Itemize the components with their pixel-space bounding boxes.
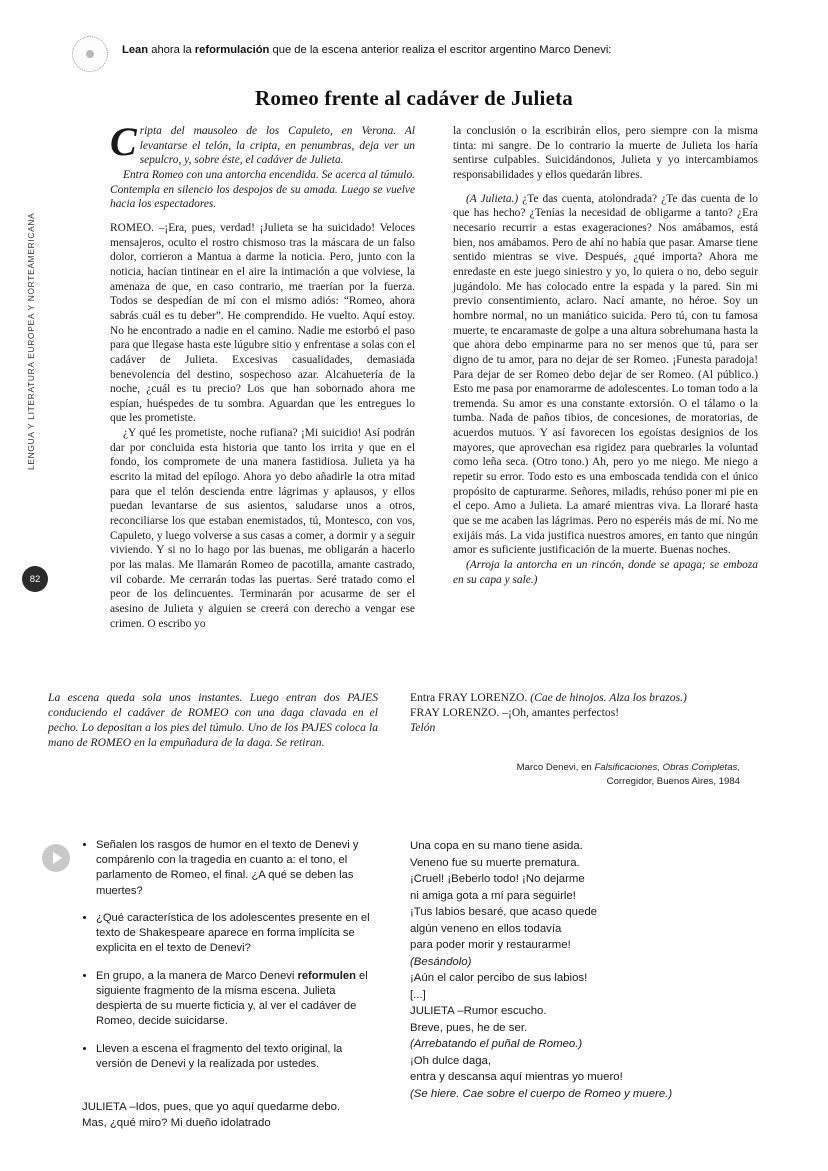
julieta-line-2: Mas, ¿qué miro? Mi dueño idolatrado bbox=[82, 1116, 271, 1129]
main-text-columns bbox=[110, 119, 758, 630]
credit-publisher: Corregidor, Buenos Aires, 1984 bbox=[606, 776, 740, 788]
verse-line: ¡Oh dulce daga, bbox=[410, 1054, 492, 1067]
verse-line: Una copa en su mano tiene asida. bbox=[410, 840, 583, 852]
badge-icon bbox=[72, 36, 108, 72]
list-item bbox=[96, 911, 378, 957]
play-triangle-icon bbox=[53, 852, 62, 864]
intro-rest: que de la escena anterior realiza el escritor argentino Marco Denevi: bbox=[269, 44, 612, 56]
intro-mid: ahora la bbox=[148, 44, 195, 56]
verse-ellipsis: [...] bbox=[410, 988, 426, 1001]
lower-right-column bbox=[410, 690, 740, 789]
activity-3-bold: reformulen bbox=[297, 969, 356, 982]
source-credit bbox=[410, 761, 740, 789]
page-title: Romeo frente al cadáver de Julieta bbox=[254, 86, 574, 110]
verse-line: ¡Aún el calor percibo de sus labios! bbox=[410, 972, 588, 985]
badge-dot-icon bbox=[86, 50, 94, 58]
verse-line: Breve, pues, he de ser. bbox=[410, 1021, 528, 1034]
intro-keyword: reformulación bbox=[194, 44, 270, 56]
credit-work: Falsificaciones, Obras Completas, bbox=[594, 762, 740, 774]
activity-items bbox=[82, 838, 378, 1072]
stage-direction-1: ripta del mausoleo de los Capuleto, en Verona. Al levantarse el telón, la cripta, en penumbras, deja ver un sepulcro, y, sobre éste, el cadáver de Julieta. bbox=[139, 125, 415, 167]
fray-lorenzo-line: FRAY LORENZO. –¡Oh, amantes perfectos! bbox=[410, 706, 620, 720]
intro-text bbox=[122, 40, 611, 58]
verse-column bbox=[410, 838, 750, 1103]
fray-lorenzo-entry-text: Entra FRAY LORENZO. bbox=[410, 691, 531, 704]
verse-line: ¡Tus labios besaré, que acaso quede bbox=[410, 906, 598, 919]
verse-stage-direction: (Besándolo) bbox=[410, 955, 472, 968]
activity-list bbox=[82, 838, 378, 1084]
section-vertical-label: LENGUA Y LITERATURA EUROPEA Y NORTEAMERICANA bbox=[26, 212, 36, 470]
verse-line: entra y descansa aquí mientras yo muero! bbox=[410, 1071, 623, 1084]
play-icon[interactable] bbox=[42, 844, 70, 872]
verse-stage-direction: (Se hiere. Cae sobre el cuerpo de Romeo y muere.) bbox=[410, 1087, 673, 1100]
list-item bbox=[96, 1042, 378, 1072]
verse-line: ni amiga gota a mí para seguirle! bbox=[410, 889, 576, 902]
activity-3-post: el siguiente fragmento de la misma escena. Julieta despierta de su muerte ficticia y, al ver el cadáver de Romeo, decide suicidarse. bbox=[96, 969, 368, 1028]
verse-stage-direction: (Arrebatando el puñal de Romeo.) bbox=[410, 1038, 583, 1051]
verse-line: ¡Cruel! ¡Beberlo todo! ¡No dejarme bbox=[410, 873, 585, 886]
list-item bbox=[96, 838, 378, 899]
page-number: 82 bbox=[22, 566, 48, 592]
julieta-line-1: JULIETA –Idos, pues, que yo aquí quedarme debo. bbox=[82, 1101, 341, 1113]
verse-line: Veneno fue su muerte prematura. bbox=[410, 856, 580, 869]
list-item bbox=[96, 969, 378, 1030]
romeo-speech-2: ¿Y qué les prometiste, noche rufiana? ¡Mi suicidio! Así podrán dar por concluida esta historia que tanto los irrita y que en el fondo, los compromete de una manera fastidiosa. Julieta ya ha escrito la mitad del epílogo. Ahora yo debo añadirle la otra mitad para que el telón descienda entre lágrimas y aplausos, y ellos puedan levantarse de sus asientos, saludarse unos a otros, reconciliarse los que estaban enemistados, tú, Montesco, con vos, Capuleto, y luego volverse a sus casas a comer, a dormir y a seguir viviendo. Y si no lo hago por las buenas, me obligarán a hacerlo por las malas. Me llamarán Romeo de pacotilla, amante castrado, vil cobarde. Me cerrarán todas las puertas. Seré tratado como el peor de los delincuentes. Terminarán por acusarme de ser el asesino de Julieta y alguien se creerá con derecho a vengar ese crimen. O escribo yo bbox=[110, 427, 415, 630]
stage-direction-2: Entra Romeo con una antorcha encendida. Se acerca al túmulo. Contempla en silencio los despojos de su amada. Luego se vuelve hacia los espectadores. bbox=[110, 168, 415, 211]
fray-lorenzo-entry bbox=[410, 690, 740, 705]
column-right bbox=[453, 124, 758, 587]
drop-cap: C bbox=[110, 119, 137, 164]
intro-instruction bbox=[72, 40, 762, 72]
verse-line: JULIETA –Rumor escucho. bbox=[410, 1005, 547, 1018]
romeo-speech-4-text: ¿Te das cuenta, atolondrada? ¿Te das cuenta de lo que has hecho? ¿Tenías la necesidad de obligarme a tanto? ¿Era necesario recurrir a estas exageraciones? Nos amábamos, está bien, nos amábamos. Pero de ahí no había que pasar. Amarse tiene sentido mientras se vive. Después, ¿qué importa? Ahora me enredaste en este juego siniestro y yo, lo quiera o no, debo seguir jugándolo. Me has colocado entre la espada y la pared. Sin mi previo consentimiento, aclaro. Nací amante, no héroe. Soy un hombre normal, no un maniático suicida. Pero tú, con tu famosa muerte, te encaramaste de golpe a una altura sobrehumana hasta la que ahora debo empinarme para no ser menos que tú, para ser digno de tu amor, para no dejar de ser Romeo. ¡Funesta paradoja! Para dejar de ser Romeo debo dejar de ser Romeo. (Al público.) Esto me pasa por enamorarme de adolescentes. Lo toman todo a la tremenda. Su amor es una constante extorsión. O el tálamo o la tumba. Nada de paños tibios, de concesiones, de moratorias, de acuerdos mutuos. Y así favorecen los egoístas designios de los mayores, que aprovechan esa rigidez para quebrarles la voluntad como leña seca. (Otro tono.) Ah, pero yo me niego. Me niego a repetir su error. Todo esto es una emboscada tendida con el único propósito de capturarme. Señores, miladis, rehúso poner mi pie en el cepo. Amo a Julieta. La amaré mientras viva. La lloraré hasta que se me acaben las lágrimas. Pero no esperéis más de mí. No me exijáis más. La vida justifica nuestros amores, en tanto que ningún amor es suficiente justificación de la muerte. Buenas noches. bbox=[453, 192, 758, 557]
stage-direction-final: (Arroja la antorcha en un rincón, donde se apaga; se emboza en su capa y sale.) bbox=[453, 559, 758, 586]
intro-verb: Lean bbox=[122, 44, 149, 56]
verse-line: para poder morir y restaurarme! bbox=[410, 939, 571, 952]
telon-line: Telón bbox=[410, 721, 436, 735]
romeo-speech-3: la conclusión o la escribirán ellos, pero siempre con la misma tinta: mi sangre. De lo contrario la muerte de Julieta los haría sentirse culpables. Suicidándonos, Julieta y yo intercambiamos responsabilidades y ellos quedarán libres. bbox=[453, 125, 758, 181]
activity-4-text: Lleven a escena el fragmento del texto original, la versión de Denevi y la realizada por ustedes. bbox=[96, 1042, 343, 1070]
activity-1-text: Señalen los rasgos de humor en el texto de Denevi y compárenlo con la tragedia en cuanto a: el tono, el parlamento de Romeo, el final. ¿A qué se deben las muertes? bbox=[96, 839, 359, 897]
activity-3-pre: En grupo, a la manera de Marco Denevi bbox=[96, 969, 298, 982]
julieta-excerpt bbox=[82, 1100, 382, 1131]
romeo-speech-1: ROMEO. –¡Era, pues, verdad! ¡Julieta se ha suicidado! Veloces mensajeros, oculto el rostro chismoso tras la máscara de un falso dolor, corrieron a Mantua a darme la noticia. Pero, junto con la noticia, hacían tintinear en el aire la intimación a que volviese, la amenaza de que, en caso contrario, me traerían por la fuerza. Todos se despedían de mí con el mismo adiós: “Romeo, ahora sabrás cuál es tu deber”. He comprendido. He vuelto. Aquí estoy. No he encontrado a nadie en el camino. Nadie me estorbó el paso para que llegase hasta este lúgubre sitio y enfrentase a solas con el cadáver de Julieta. Excesivas casualidades, demasiada benevolencia del destino, sospechoso azar. Alcahuetería de la noche, ¿cuál es tu precio? Los que han sobornado ahora me espían, huéspedes de tu sombra. Aguardan que les entregues lo que les prometiste. bbox=[110, 221, 415, 425]
romeo-speech-4 bbox=[453, 192, 758, 558]
activity-2-text: ¿Qué característica de los adolescentes presente en el texto de Shakespeare aparece en forma implícita se explicita en el texto de Denevi? bbox=[96, 911, 370, 955]
lower-left-column bbox=[48, 690, 378, 750]
stage-direction-3: (A Julieta.) bbox=[466, 192, 519, 205]
credit-author: Marco Denevi, en bbox=[516, 762, 595, 774]
stage-direction-opening bbox=[110, 119, 415, 168]
final-stage-direction: La escena queda sola unos instantes. Luego entran dos PAJES conduciendo el cadáver de ROMEO con una daga clavada en el pecho. Lo depositan a los pies del túmulo. Uno de los PAJES coloca la mano de ROMEO en la empuñadura de la daga. Se retiran. bbox=[48, 691, 378, 750]
verse-line: algún veneno en ellos todavía bbox=[410, 922, 562, 935]
fray-lorenzo-stage: (Cae de hinojos. Alza los brazos.) bbox=[530, 691, 687, 704]
column-left bbox=[110, 119, 415, 631]
